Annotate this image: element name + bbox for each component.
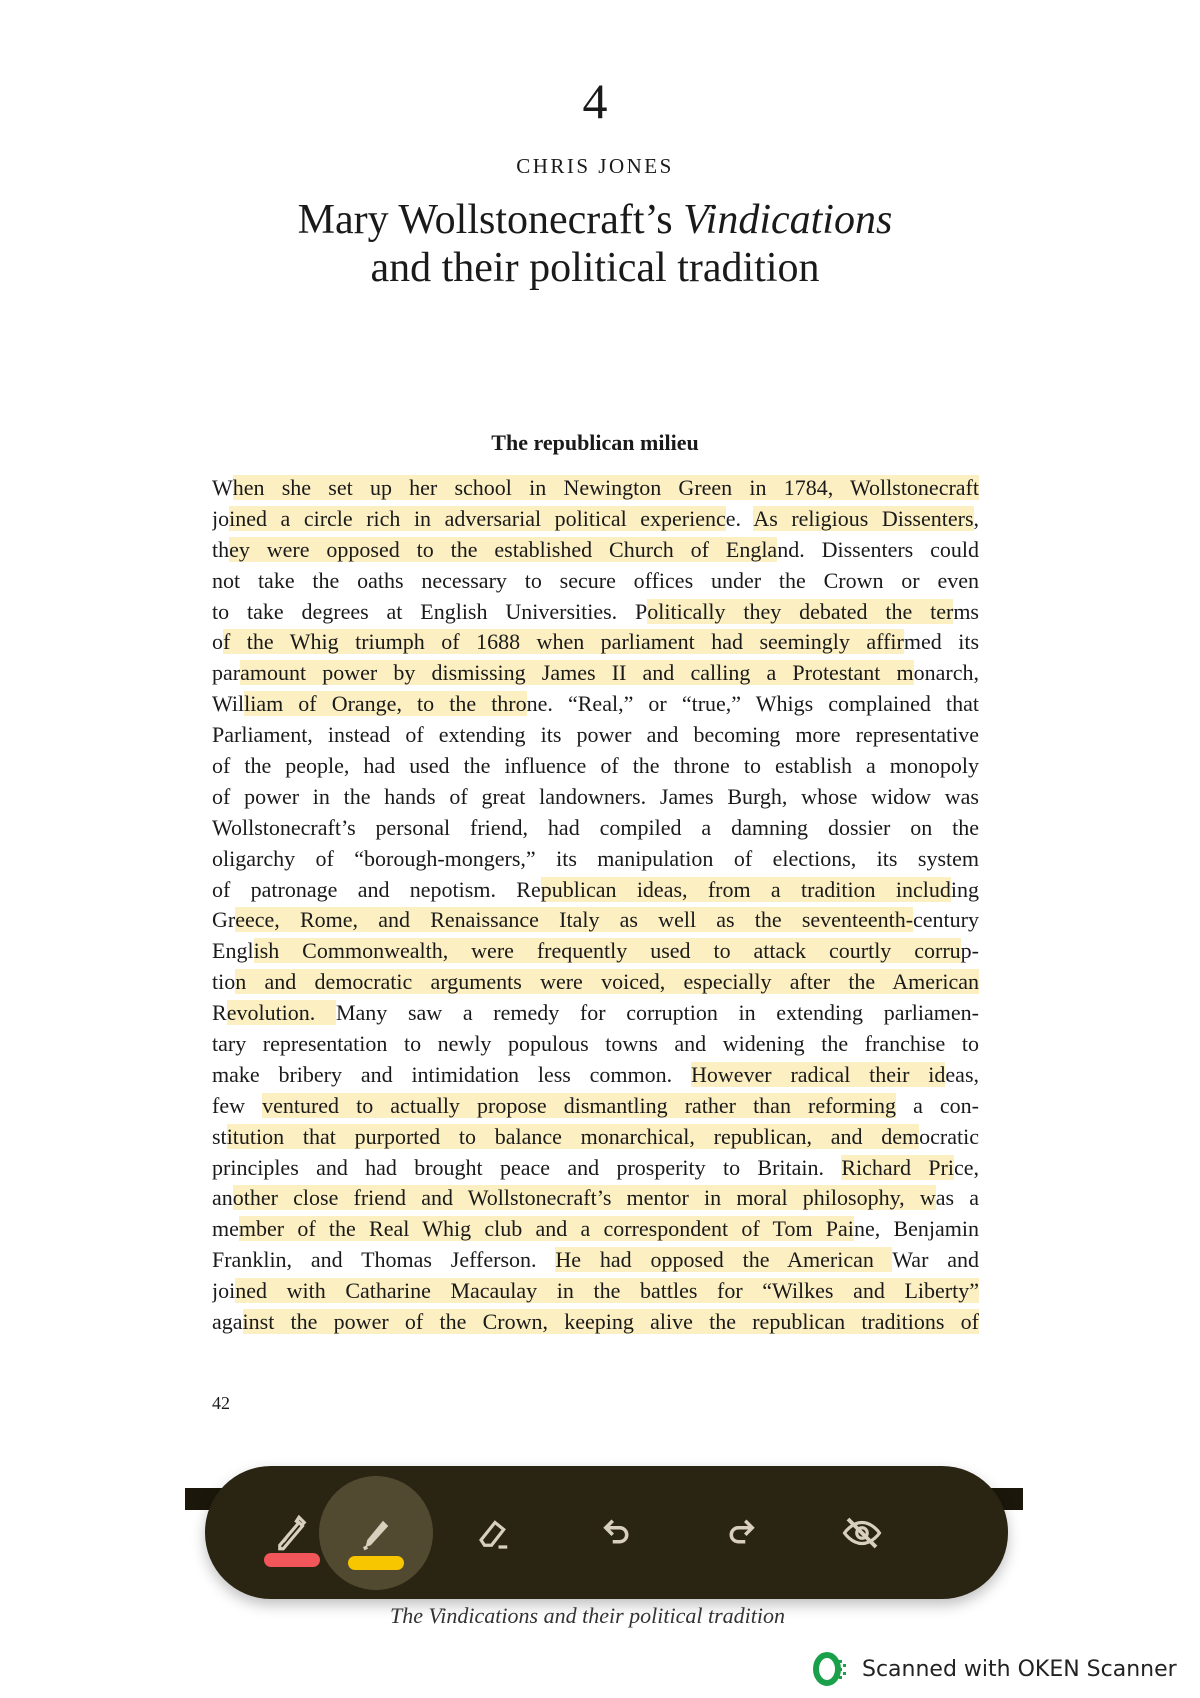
highlighted-text: liam of Orange, to the thro	[244, 691, 527, 717]
highlighted-text: ventured to actually propose dismantling rather than reforming	[262, 1092, 896, 1118]
text-line	[212, 689, 979, 720]
text-segment: few	[212, 1092, 263, 1118]
text-segment: th	[212, 536, 230, 562]
text-line	[212, 1214, 979, 1245]
highlighted-text: ned with Catharine Macaulay in the battles for “Wilkes and Liberty”	[235, 1278, 979, 1304]
text-segment: W	[212, 475, 233, 500]
next-page-running-head: The Vindications and their political tradition	[390, 1603, 785, 1628]
text-line	[212, 967, 979, 998]
scanner-watermark	[812, 1652, 1177, 1686]
text-segment: ms	[953, 598, 979, 624]
text-line	[212, 1122, 979, 1153]
text-line	[212, 875, 979, 906]
text-segment: to take degrees at English Universities. P	[212, 598, 648, 624]
text-line	[212, 998, 979, 1029]
text-line	[212, 504, 979, 535]
highlighted-text: f the Whig triumph of 1688 when parliament had seemingly affir	[223, 629, 904, 655]
text-line	[212, 905, 979, 936]
chapter-number: 4	[582, 73, 608, 129]
text-segment: aga	[212, 1309, 243, 1335]
text-line	[212, 566, 979, 597]
undo-icon	[597, 1512, 639, 1554]
text-line	[212, 473, 979, 504]
text-segment: ce,	[953, 1154, 979, 1180]
text-line	[212, 1091, 979, 1122]
highlighted-text: amount power by dismissing James II and calling a Protestant m	[240, 660, 914, 686]
text-segment: tio	[212, 969, 236, 995]
title-italic: Vindications	[683, 197, 893, 243]
text-line	[212, 844, 979, 875]
text-segment: Franklin, and Thomas Jefferson.	[212, 1247, 556, 1273]
text-segment: joi	[212, 1278, 236, 1304]
text-line	[212, 1029, 979, 1060]
undo-button[interactable]	[561, 1485, 675, 1581]
text-segment: p-	[960, 938, 979, 964]
section-heading: The republican milieu	[491, 430, 699, 455]
text-segment: e.	[725, 505, 754, 531]
highlighter-tool-button[interactable]	[319, 1476, 433, 1590]
text-line	[212, 658, 979, 689]
highlighted-text: itution that purported to balance monarchical, republican, and dem	[226, 1123, 920, 1149]
text-line	[212, 751, 979, 782]
text-line	[212, 720, 979, 751]
text-line	[212, 1276, 979, 1307]
text-segment: Wollstonecraft’s personal friend, had compiled a damning dossier on the	[212, 814, 979, 840]
text-segment: Parliament, instead of extending its power and becoming more representative	[212, 722, 979, 748]
highlighted-text: ey were opposed to the established Church of Engla	[229, 536, 778, 562]
redo-icon	[719, 1512, 761, 1554]
text-line	[212, 535, 979, 566]
text-segment: a con-	[896, 1092, 979, 1118]
text-segment: Gr	[212, 907, 236, 933]
text-segment: me	[212, 1216, 239, 1242]
highlighted-text: other close friend and Wollstonecraft’s mentor in moral philosophy, w	[232, 1185, 936, 1211]
text-segment: century	[913, 907, 979, 933]
text-segment: an	[212, 1185, 233, 1211]
chapter-title	[0, 196, 1190, 292]
text-segment: jo	[212, 505, 230, 531]
text-segment: ne, Benjamin	[853, 1216, 979, 1242]
text-segment: of patronage and nepotism. Re	[212, 876, 541, 902]
text-segment: of the people, had used the influence of the throne to establish a monopoly	[212, 753, 979, 779]
pen-icon	[271, 1512, 313, 1554]
highlighted-text: hen she set up her school in Newington Green in 1784, Wollstonecraft	[232, 475, 979, 500]
text-line	[212, 813, 979, 844]
text-segment: War and	[892, 1247, 979, 1273]
highlighted-text: As religious Dissenters	[753, 505, 974, 531]
text-line	[212, 1060, 979, 1091]
chapter-author: CHRIS JONES	[516, 154, 674, 178]
text-segment: oligarchy of “borough-mongers,” its manipulation of elections, its system	[212, 845, 979, 871]
text-line	[212, 597, 979, 628]
text-segment: of power in the hands of great landowners. James Burgh, whose widow was	[212, 783, 979, 809]
title-line1: Mary Wollstonecraft’s	[297, 197, 684, 243]
text-segment: nd. Dissenters could	[777, 536, 979, 562]
highlighted-text: evolution.	[226, 1000, 336, 1026]
text-segment: onarch,	[913, 660, 979, 686]
highlighted-text: inst the power of the Crown, keeping alive the republican traditions of	[242, 1309, 979, 1335]
highlighted-text: However radical their id	[691, 1061, 946, 1087]
oken-logo-icon	[812, 1652, 850, 1686]
highlighter-color-swatch[interactable]	[348, 1556, 404, 1570]
hide-annotations-button[interactable]	[805, 1485, 919, 1581]
highlighted-text: He had opposed the American	[555, 1247, 893, 1273]
text-segment: ing	[950, 876, 979, 902]
redo-button[interactable]	[683, 1485, 797, 1581]
text-line	[212, 1307, 979, 1338]
highlighted-text: ined a circle rich in adversarial political experienc	[229, 505, 726, 531]
text-segment: R	[212, 1000, 227, 1026]
highlighter-icon	[355, 1512, 397, 1554]
title-line2: and their political tradition	[370, 245, 820, 291]
text-segment: make bribery and intimidation less common.	[212, 1061, 691, 1087]
pen-color-swatch[interactable]	[264, 1553, 320, 1567]
text-segment: ocratic	[919, 1123, 979, 1149]
annotation-toolbar	[205, 1466, 1008, 1599]
text-segment: as a	[935, 1185, 979, 1211]
hide-annotations-icon	[841, 1512, 883, 1554]
page-number: 42	[212, 1393, 230, 1413]
highlighted-text: n and democratic arguments were voiced, especially after the American	[235, 969, 979, 995]
text-segment: par	[212, 660, 241, 686]
text-segment: Wil	[212, 691, 245, 717]
text-line	[212, 1153, 979, 1184]
text-line	[212, 782, 979, 813]
text-segment: ,	[973, 505, 979, 531]
text-segment: Engl	[212, 938, 254, 964]
eraser-button[interactable]	[438, 1485, 552, 1581]
text-segment: Many saw a remedy for corruption in extending parliamen-	[335, 1000, 979, 1026]
text-line	[212, 627, 979, 658]
body-text[interactable]	[212, 473, 979, 1338]
text-segment: med its	[903, 629, 979, 655]
eraser-icon	[474, 1512, 516, 1554]
text-segment: tary representation to newly populous towns and widening the franchise to	[212, 1031, 979, 1057]
highlighted-text: eece, Rome, and Renaissance Italy as well as the seventeenth-	[235, 907, 914, 933]
text-segment: not take the oaths necessary to secure offices under the Crown or even	[212, 567, 979, 593]
highlighted-text: Richard Pri	[841, 1154, 954, 1180]
text-line	[212, 1245, 979, 1276]
text-segment: eas,	[945, 1061, 979, 1087]
watermark-text: Scanned with OKEN Scanner	[862, 1656, 1177, 1682]
text-segment: o	[212, 629, 223, 655]
text-line	[212, 936, 979, 967]
highlighted-text: publican ideas, from a tradition includ	[540, 876, 951, 902]
highlighted-text: olitically they debated the ter	[647, 598, 954, 624]
text-segment: principles and had brought peace and prosperity to Britain.	[212, 1154, 842, 1180]
highlighted-text: ish Commonwealth, were frequently used to attack courtly corru	[253, 938, 961, 964]
text-line	[212, 1183, 979, 1214]
highlighted-text: mber of the Real Whig club and a correspondent of Tom Pai	[238, 1216, 854, 1242]
text-segment: ne. “Real,” or “true,” Whigs complained that	[526, 691, 979, 717]
text-segment: st	[212, 1123, 227, 1149]
